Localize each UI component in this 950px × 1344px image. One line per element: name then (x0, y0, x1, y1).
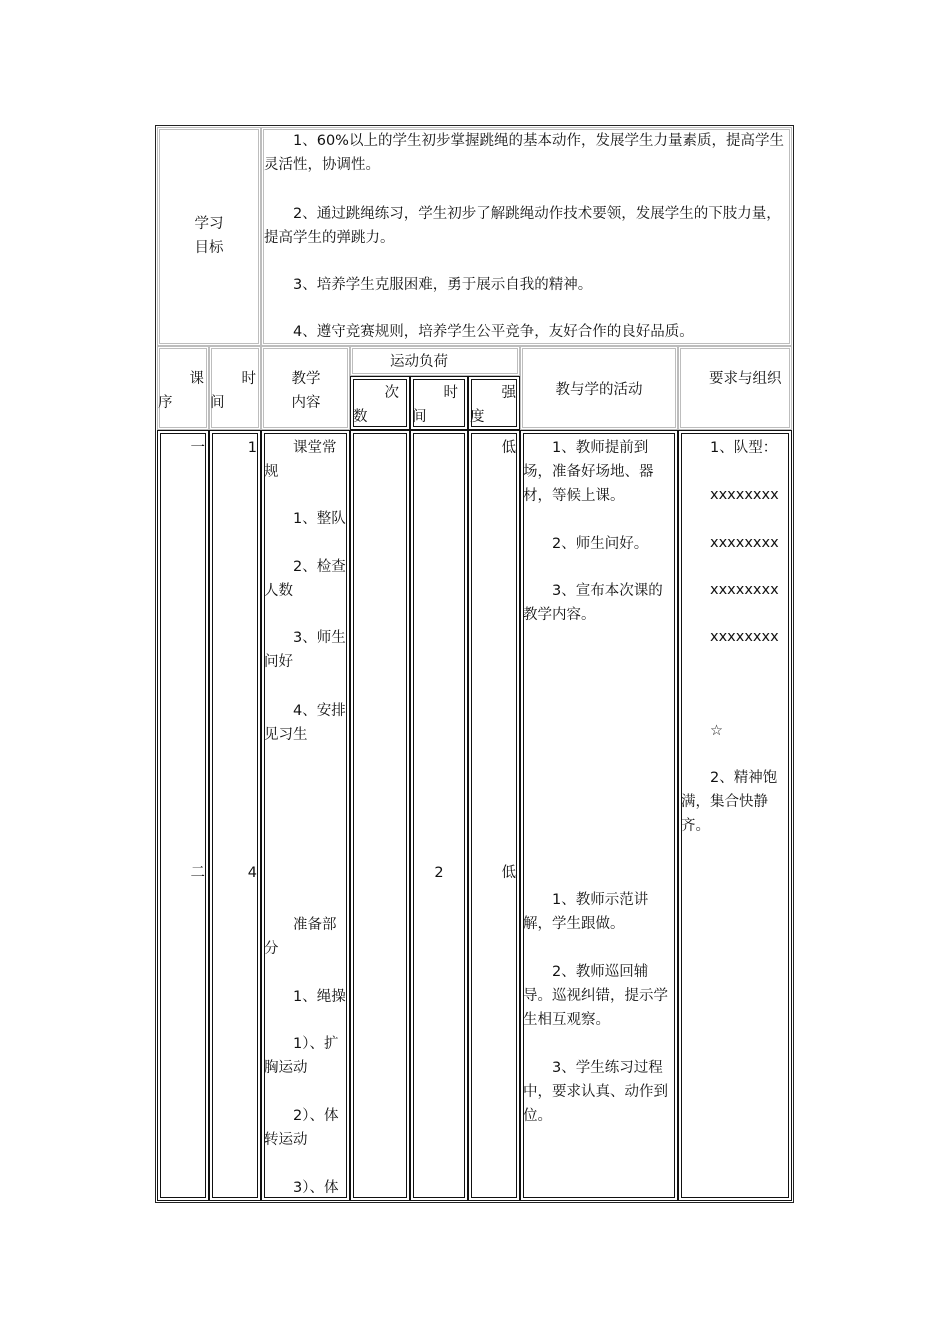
row1-activity-1: 1、教师提前到场，准备好场地、器材，等候上课。 (523, 440, 654, 504)
body-content-column (261, 430, 350, 1201)
row2-content-5: 3）、体 (293, 1180, 339, 1196)
row1-req-3: xxxxxxxx (710, 535, 779, 551)
header-requirement: 要求与组织 (709, 371, 782, 387)
row2-content-4: 2）、体转运动 (264, 1108, 339, 1148)
row1-content-2: 1、整队 (293, 511, 346, 527)
row1-req-2: xxxxxxxx (710, 487, 779, 503)
row2-duration: 2 (434, 865, 444, 881)
header-count: 次 数 (353, 385, 399, 425)
body-time-column (209, 430, 261, 1201)
row1-activity-3: 3、宣布本次课的教学内容。 (523, 583, 663, 623)
row2-content-3: 1）、扩胸运动 (264, 1036, 339, 1076)
header-time: 时 间 (210, 371, 256, 411)
row2-activity-1: 1、教师示范讲解，学生跟做。 (523, 892, 649, 932)
row2-content-2: 1、绳操 (293, 989, 346, 1005)
row1-time: 1 (247, 440, 257, 456)
body-count-column (350, 430, 410, 1201)
row1-intensity: 低 (501, 440, 516, 456)
row1-req-1: 1、队型： (710, 440, 778, 456)
objectives-label: 学习 目标 (194, 216, 224, 256)
row2-activity-3: 3、学生练习过程中，要求认真、动作到位。 (523, 1060, 668, 1124)
body-intensity-column (468, 430, 520, 1201)
row1-activity-2: 2、师生问好。 (552, 536, 649, 552)
body-seq-column (157, 430, 209, 1201)
header-content: 教学 内容 (291, 371, 321, 411)
row1-req-7: 2、精神饱满，集合快静齐。 (681, 770, 778, 834)
header-intensity: 强 度 (470, 385, 516, 425)
row1-content-5: 4、安排见习生 (264, 703, 346, 743)
row2-time: 4 (247, 865, 257, 881)
header-duration: 时 间 (412, 385, 458, 425)
row1-req-5: xxxxxxxx (710, 629, 779, 645)
star-icon: ☆ (710, 723, 723, 739)
row1-content-1: 课堂常规 (264, 440, 337, 480)
header-activity: 教与学的活动 (555, 382, 643, 398)
header-seq: 课 序 (158, 371, 204, 411)
row2-intensity: 低 (501, 865, 516, 881)
header-load: 运动负荷 (390, 354, 448, 370)
body-duration-column (410, 430, 468, 1201)
objective-item-4: 4、遵守竞赛规则，培养学生公平竞争，友好合作的良好品质。 (293, 324, 694, 340)
row1-req-4: xxxxxxxx (710, 582, 779, 598)
objective-item-3: 3、培养学生克服困难，勇于展示自我的精神。 (293, 277, 593, 293)
row1-content-4: 3、师生问好 (264, 630, 346, 670)
row2-seq: 二 (190, 865, 205, 881)
row2-content-1: 准备部分 (264, 917, 337, 957)
objective-item-2: 2、通过跳绳练习，学生初步了解跳绳动作技术要领，发展学生的下肢力量，提高学生的弹跳力。 (264, 206, 781, 246)
row2-activity-2: 2、教师巡回辅导。巡视纠错，提示学生相互观察。 (523, 964, 668, 1028)
row1-content-3: 2、检查人数 (264, 559, 346, 599)
objective-item-1: 1、60%以上的学生初步掌握跳绳的基本动作，发展学生力量素质，提高学生灵活性，协调性。 (264, 133, 784, 173)
row1-seq: 一 (190, 440, 205, 456)
